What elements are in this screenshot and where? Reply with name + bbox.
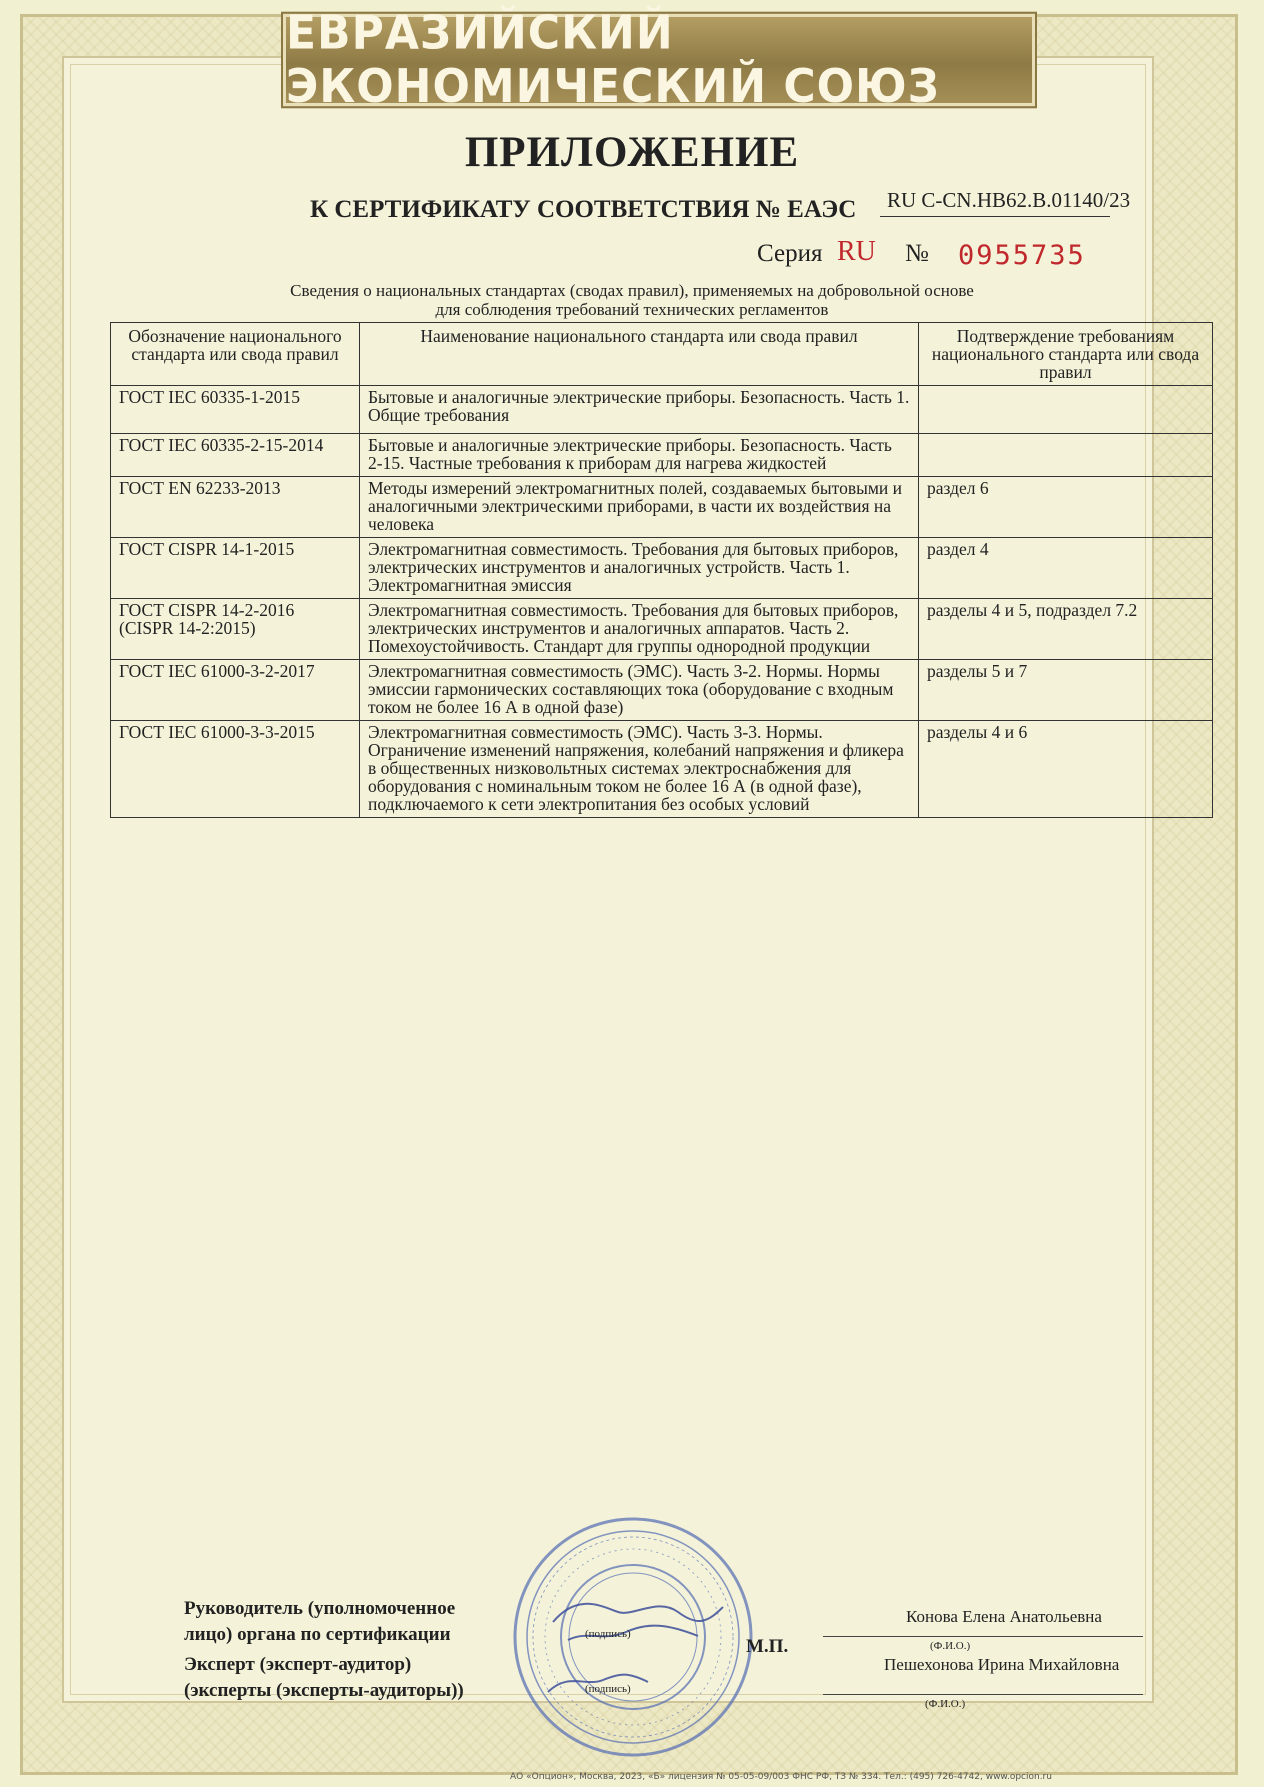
- header-name: Наименование национального стандарта или свода правил: [360, 323, 919, 386]
- expert-name-line: [823, 1694, 1143, 1695]
- standard-name: Электромагнитная совместимость. Требования для бытовых приборов, электрических инструментов и аналогичных устройств. Часть 1. Электромагнитная эмиссия: [360, 538, 919, 599]
- table-row: [111, 660, 1213, 721]
- standard-confirmation: [919, 434, 1213, 477]
- seal-stamp-icon: [508, 1512, 758, 1762]
- table-row: [111, 599, 1213, 660]
- standard-name: Бытовые и аналогичные электрические приборы. Безопасность. Часть 1. Общие требования: [360, 386, 919, 434]
- standard-confirmation: разделы 5 и 7: [919, 660, 1213, 721]
- standards-table: [110, 322, 1213, 818]
- table-caption-line1: Сведения о национальных стандартах (сводах правил), применяемых на добровольной основе: [290, 281, 974, 300]
- signature-caption: (подпись): [585, 1683, 631, 1695]
- table-row: [111, 386, 1213, 434]
- head-name: Конова Елена Анатольевна: [906, 1607, 1102, 1626]
- standard-code: ГОСТ IEC 60335-2-15-2014: [111, 434, 360, 477]
- table-header-row: [111, 323, 1213, 386]
- standard-name: Электромагнитная совместимость (ЭМС). Часть 3-2. Нормы. Нормы эмиссии гармонических составляющих тока (оборудование с входным током не более 16 А в одной фазе): [360, 660, 919, 721]
- standard-confirmation: раздел 6: [919, 477, 1213, 538]
- table-row: [111, 434, 1213, 477]
- expert-label-line1: Эксперт (эксперт-аудитор): [184, 1654, 412, 1675]
- standard-name: Бытовые и аналогичные электрические приборы. Безопасность. Часть 2-15. Частные требования к приборам для нагрева жидкостей: [360, 434, 919, 477]
- page-title: ПРИЛОЖЕНИЕ: [464, 129, 800, 176]
- fio-caption: (Ф.И.О.): [925, 1698, 966, 1710]
- certificate-number: RU C-CN.НВ62.В.01140/23: [887, 188, 1131, 212]
- standard-name: Методы измерений электромагнитных полей, создаваемых бытовыми и аналогичными электрическими приборами, в части их воздействия на человека: [360, 477, 919, 538]
- standard-code: ГОСТ IEC 61000-3-3-2015: [111, 721, 360, 818]
- standard-name: Электромагнитная совместимость. Требования для бытовых приборов, электрических инструментов и аналогичных аппаратов. Часть 2. Помехоустойчивость. Стандарт для группы однородной продукции: [360, 599, 919, 660]
- head-signatory-label: [184, 1596, 455, 1648]
- printer-imprint: АО «Опцион», Москва, 2023, «Б» лицензия № 05-05-09/003 ФНС РФ, ТЗ № 334. Тел.: (495) 726-4742, www.opcion.ru: [510, 1772, 1052, 1782]
- stamp-place-label: М.П.: [746, 1636, 789, 1657]
- header-confirmation: Подтверждение требованиям национального стандарта или свода правил: [919, 323, 1213, 386]
- head-name-line: [823, 1636, 1143, 1637]
- standard-code: ГОСТ IEC 60335-1-2015: [111, 386, 360, 434]
- header-banner: ЕВРАЗИЙСКИЙ ЭКОНОМИЧЕСКИЙ СОЮЗ: [283, 14, 1035, 106]
- standard-confirmation: [919, 386, 1213, 434]
- expert-signatory-label: [184, 1652, 464, 1704]
- certificate-number-underline: [880, 216, 1110, 217]
- table-caption-line2: для соблюдения требований технических регламентов: [435, 300, 829, 319]
- table-row: [111, 538, 1213, 599]
- standard-name: Электромагнитная совместимость (ЭМС). Часть 3-3. Нормы. Ограничение изменений напряжения, колебаний напряжения и фликера в общественных низковольтных системах электроснабжения для оборудования с номинальным током не более 16 А (в одной фазе), подключаемого к сети электропитания без особых условий: [360, 721, 919, 818]
- series-value: RU: [837, 236, 876, 267]
- standard-code: ГОСТ CISPR 14-1-2015: [111, 538, 360, 599]
- fio-caption: (Ф.И.О.): [930, 1640, 971, 1652]
- number-label: №: [905, 240, 929, 267]
- standard-confirmation: разделы 4 и 5, подраздел 7.2: [919, 599, 1213, 660]
- signature-caption: (подпись): [585, 1628, 631, 1640]
- head-label-line1: Руководитель (уполномоченное: [184, 1598, 456, 1619]
- number-value: 0955735: [958, 240, 1086, 271]
- standard-confirmation: разделы 4 и 6: [919, 721, 1213, 818]
- certificate-subtitle: К СЕРТИФИКАТУ СООТВЕТСТВИЯ № ЕАЭС: [310, 196, 857, 223]
- table-row: [111, 721, 1213, 818]
- standard-code: ГОСТ CISPR 14-2-2016 (CISPR 14-2:2015): [111, 599, 360, 660]
- standard-confirmation: раздел 4: [919, 538, 1213, 599]
- table-row: [111, 477, 1213, 538]
- expert-label-line2: (эксперты (эксперты-аудиторы)): [184, 1680, 464, 1701]
- standard-code: ГОСТ IEC 61000-3-2-2017: [111, 660, 360, 721]
- header-code: Обозначение национального стандарта или свода правил: [111, 323, 360, 386]
- standard-code: ГОСТ EN 62233-2013: [111, 477, 360, 538]
- series-label: Серия: [757, 240, 823, 267]
- head-label-line2: лицо) органа по сертификации: [184, 1624, 451, 1645]
- expert-name: Пешехонова Ирина Михайловна: [884, 1655, 1120, 1674]
